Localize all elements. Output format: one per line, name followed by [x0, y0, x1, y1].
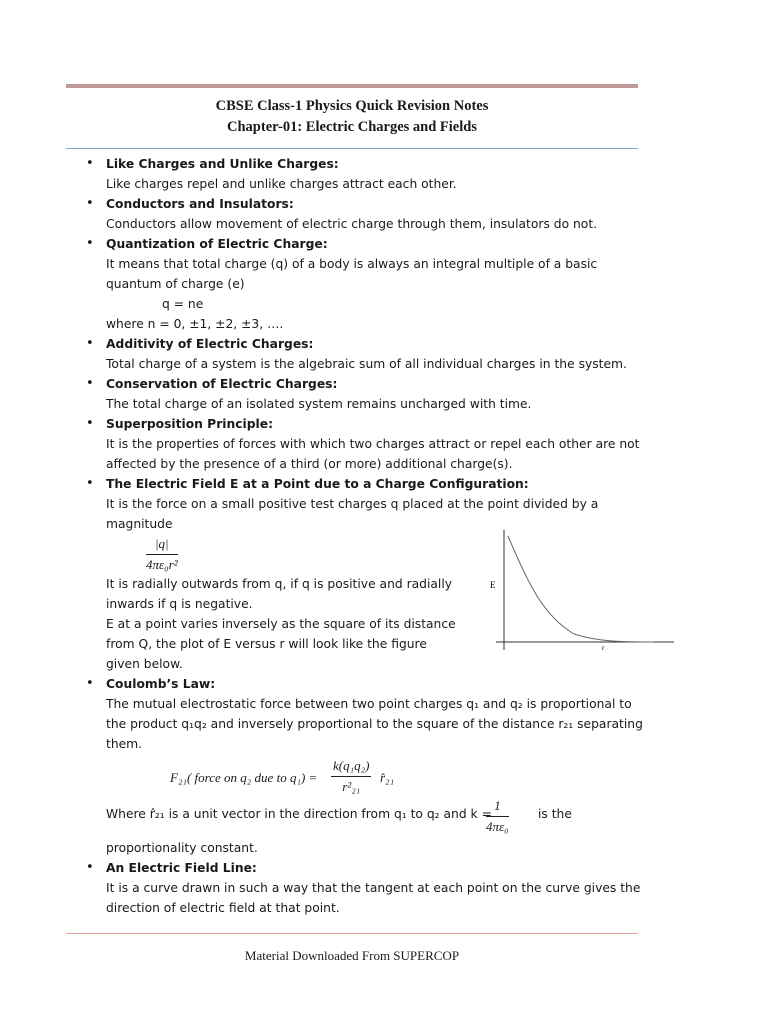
field-fraction — [146, 534, 178, 575]
section-conductors — [86, 194, 646, 234]
header-rule — [66, 148, 638, 149]
section-title: An Electric Field Line: — [106, 861, 257, 875]
page-footer: Material Downloaded From SUPERCOP — [244, 948, 460, 963]
section-title: Quantization of Electric Charge: — [106, 237, 328, 251]
coulomb-formula — [106, 754, 646, 798]
fraction-numerator: k(q₁q₂) — [331, 756, 371, 777]
section-title: Conductors and Insulators: — [106, 197, 294, 211]
fraction-numerator: |q| — [146, 534, 178, 555]
section-text: It is the properties of forces with which two charges attract or repel each other are not affected by the presence of a third (or more) additional charge(s). — [106, 437, 640, 471]
k-fraction — [486, 796, 509, 837]
header-chapter: Chapter-01: Electric Charges and Fields — [227, 119, 477, 135]
section-text: Conductors allow movement of electric charge through them, insulators do not. — [106, 217, 598, 231]
fraction-denominator: r²₂₁ — [342, 779, 361, 794]
where-tail: is the — [538, 807, 572, 821]
unit-vector: r̂₂₁ — [380, 770, 395, 785]
section-title: The Electric Field E at a Point due to a Charge Configuration: — [106, 477, 529, 491]
section-title: Additivity of Electric Charges: — [106, 337, 314, 351]
field-para-1: It is radially outwards from q, if q is positive and radially inwards if q is negative. — [106, 577, 453, 611]
bullet-icon: • — [86, 476, 94, 491]
bullet-icon: • — [86, 860, 94, 875]
bullet-icon: • — [86, 336, 94, 351]
section-electric-field — [86, 474, 646, 674]
section-tail: proportionality constant. — [106, 841, 258, 855]
fraction-numerator: 1 — [486, 796, 509, 817]
formula-lhs: F₂₁( force on q₂ due to q₁) = — [170, 770, 318, 785]
bullet-icon: • — [86, 416, 94, 431]
section-superposition — [86, 414, 646, 474]
bullet-icon: • — [86, 236, 94, 251]
formula-fraction — [331, 756, 371, 797]
field-para-2: E at a point varies inversely as the square of its distance from Q, the plot of E versus r will look like the figure given below. — [106, 617, 456, 671]
section-additivity — [86, 334, 646, 374]
bullet-icon: • — [86, 676, 94, 691]
section-text: It is a curve drawn in such a way that the tangent at each point on the curve gives the direction of electric field at that point. — [106, 881, 641, 915]
fraction-denominator: 4πε₀ — [486, 819, 509, 834]
section-text: Like charges repel and unlike charges attract each other. — [106, 177, 457, 191]
where-line — [106, 798, 646, 838]
top-rule — [66, 84, 638, 88]
section-text: Total charge of a system is the algebraic sum of all individual charges in the system. — [106, 357, 627, 371]
section-like-charges — [86, 154, 646, 194]
field-graph-area — [106, 574, 646, 674]
section-text: The mutual electrostatic force between two point charges q₁ and q₂ is proportional to the product q₁q₂ and inversely proportional to the square of the distance r₂₁ separating them. — [106, 697, 643, 751]
footer-rule — [66, 933, 638, 934]
section-text: The total charge of an isolated system remains uncharged with time. — [106, 397, 532, 411]
bullet-icon: • — [86, 156, 94, 171]
section-text: It is the force on a small positive test charges q placed at the point divided by a magnitude — [106, 497, 599, 531]
section-quantization — [86, 234, 646, 334]
notes-content — [86, 154, 646, 918]
section-title: Superposition Principle: — [106, 417, 274, 431]
bullet-icon: • — [86, 196, 94, 211]
equation: q = ne — [162, 297, 204, 311]
section-title: Conservation of Electric Charges: — [106, 377, 338, 391]
section-conservation — [86, 374, 646, 414]
graph-x-label: r — [602, 644, 605, 652]
bullet-icon: • — [86, 376, 94, 391]
header-title: CBSE Class-1 Physics Quick Revision Notes — [215, 98, 489, 114]
section-title: Coulomb’s Law: — [106, 677, 216, 691]
fraction-denominator: 4πε₀r² — [146, 557, 178, 572]
where-text: Where r̂₂₁ is a unit vector in the direction from q₁ to q₂ and k = — [106, 807, 492, 821]
section-note: where n = 0, ±1, ±2, ±3, …. — [106, 317, 284, 331]
page-header — [66, 96, 638, 138]
section-field-line — [86, 858, 646, 918]
graph-y-label: E — [490, 580, 496, 590]
field-vs-distance-graph — [484, 526, 684, 656]
graph-curve — [508, 536, 654, 642]
section-title: Like Charges and Unlike Charges: — [106, 157, 339, 171]
section-text: It means that total charge (q) of a body is always an integral multiple of a basic quantum of charge (e) — [106, 257, 598, 291]
section-coulomb — [86, 674, 646, 858]
